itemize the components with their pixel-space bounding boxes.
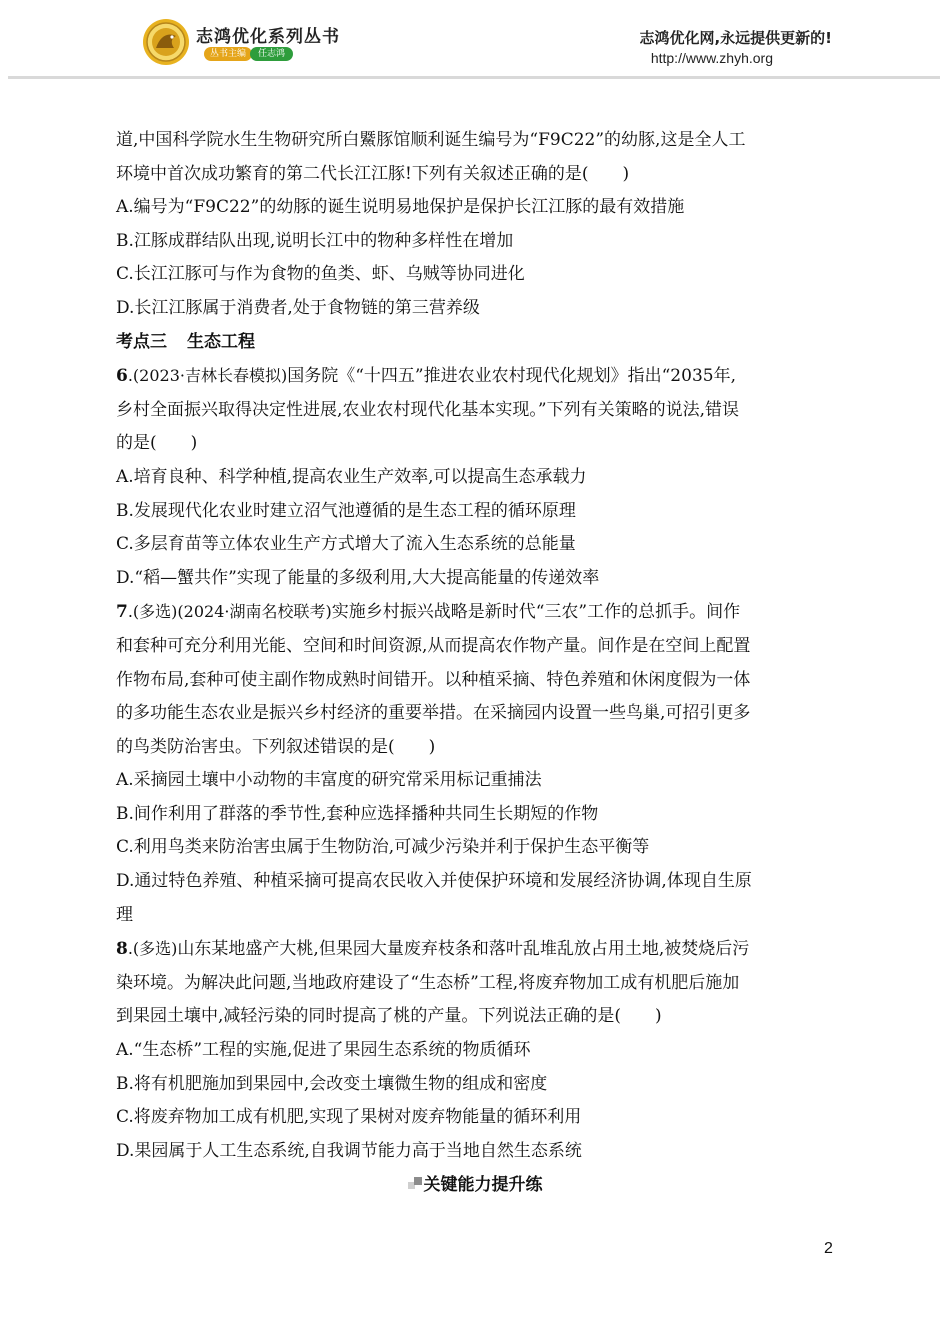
question-text: 的鸟类防治害虫。下列叙述错误的是( ) [116, 736, 436, 757]
option-b: B.将有机肥施加到果园中,会改变土壤微生物的组成和密度 [116, 1073, 548, 1094]
question-7 [116, 595, 836, 932]
section-title: 生态工程 [187, 331, 255, 352]
site-slogan: 志鸿优化网,永远提供更新的! [639, 29, 832, 47]
question-text: 实施乡村振兴战略是新时代“三农”工作的总抓手。间作 [331, 602, 741, 623]
header-divider [8, 76, 940, 79]
question-text: 国务院《“十四五”推进农业农村现代化规划》指出“2035年, [287, 366, 736, 387]
option-d: D.“稻—蟹共作”实现了能量的多级利用,大大提高能量的传递效率 [116, 567, 600, 588]
option-c: C.长江江豚可与作为食物的鱼类、虾、乌贼等协同进化 [116, 264, 525, 285]
chief-editor-name: 任志鸿 [250, 47, 293, 61]
text-line: 环境中首次成功繁育的第二代长江江豚!下列有关叙述正确的是( ) [116, 163, 630, 184]
option-b: B.江豚成群结队出现,说明长江中的物种多样性在增加 [116, 230, 514, 251]
question-text: 到果园土壤中,减轻污染的同时提高了桃的产量。下列说法正确的是( ) [116, 1006, 662, 1027]
option-c: C.多层育苗等立体农业生产方式增大了流入生态系统的总能量 [116, 534, 576, 555]
option-b: B.间作利用了群落的季节性,套种应选择播种共同生长期短的作物 [116, 803, 599, 824]
question-source: .(多选) [127, 939, 178, 959]
next-section-heading [0, 1170, 950, 1195]
page-header [0, 0, 950, 80]
question-text: 乡村全面振兴取得决定性进展,农业农村现代化基本实现。”下列有关策略的说法,错误 [116, 399, 739, 420]
series-title: 志鸿优化系列丛书 [196, 27, 340, 47]
question-8 [116, 932, 836, 1168]
option-d: D.果园属于人工生态系统,自我调节能力高于当地自然生态系统 [116, 1140, 582, 1161]
option-d: D.通过特色养殖、种植采摘可提高农民收入并使保护环境和发展经济协调,体现自生原 [116, 871, 752, 892]
question-text: 和套种可充分利用光能、空间和时间资源,从而提高农作物产量。间作是在空间上配置 [116, 635, 751, 656]
question-text: 山东某地盛产大桃,但果园大量废弃枝条和落叶乱堆乱放占用土地,被焚烧后污 [177, 939, 750, 960]
question-text: 染环境。为解决此问题,当地政府建设了“生态桥”工程,将废弃物加工成有机肥后施加 [116, 972, 740, 993]
option-d-continued: 理 [116, 904, 133, 925]
question-number: 8 [116, 939, 128, 960]
option-a: A.编号为“F9C22”的幼豚的诞生说明易地保护是保护长江江豚的最有效措施 [116, 197, 685, 218]
question-text: 作物布局,套种可使主副作物成熟时间错开。以种植采摘、特色养殖和休闲度假为一体 [116, 669, 751, 690]
section-heading [116, 326, 836, 360]
question-6 [116, 359, 836, 595]
square-marker-icon [408, 1177, 422, 1191]
question-text: 的是( ) [116, 433, 198, 454]
site-url[interactable]: http://www.zhyh.org [650, 50, 773, 66]
option-c: C.将废弃物加工成有机肥,实现了果树对废弃物能量的循环利用 [116, 1107, 582, 1128]
page-number: 2 [824, 1240, 833, 1257]
question-source: .(2023·吉林长春模拟) [127, 366, 288, 386]
option-d: D.长江江豚属于消费者,处于食物链的第三营养级 [116, 297, 480, 318]
option-a: A.“生态桥”工程的实施,促进了果园生态系统的物质循环 [116, 1040, 531, 1061]
chief-editor-label: 丛书主编 [204, 47, 252, 61]
series-logo-emblem [142, 18, 190, 66]
question-number: 6 [116, 366, 128, 387]
option-a: A.采摘园土壤中小动物的丰富度的研究常采用标记重捕法 [116, 770, 542, 791]
document-body [116, 124, 836, 1168]
text-line: 道,中国科学院水生生物研究所白鱀豚馆顺利诞生编号为“F9C22”的幼豚,这是全人工 [116, 130, 746, 150]
option-c: C.利用鸟类来防治害虫属于生物防治,可减少污染并利于保护生态平衡等 [116, 837, 650, 858]
question-text: 的多功能生态农业是振兴乡村经济的重要举措。在采摘园内设置一些鸟巢,可招引更多 [116, 703, 751, 724]
option-b: B.发展现代化农业时建立沼气池遵循的是生态工程的循环原理 [116, 500, 576, 521]
option-a: A.培育良种、科学种植,提高农业生产效率,可以提高生态承载力 [116, 466, 587, 487]
next-section-title: 关键能力提升练 [423, 1175, 543, 1195]
section-label: 考点三 [116, 331, 167, 352]
question-number: 7 [116, 602, 128, 623]
question-source: .(多选)(2024·湖南名校联考) [127, 602, 332, 622]
